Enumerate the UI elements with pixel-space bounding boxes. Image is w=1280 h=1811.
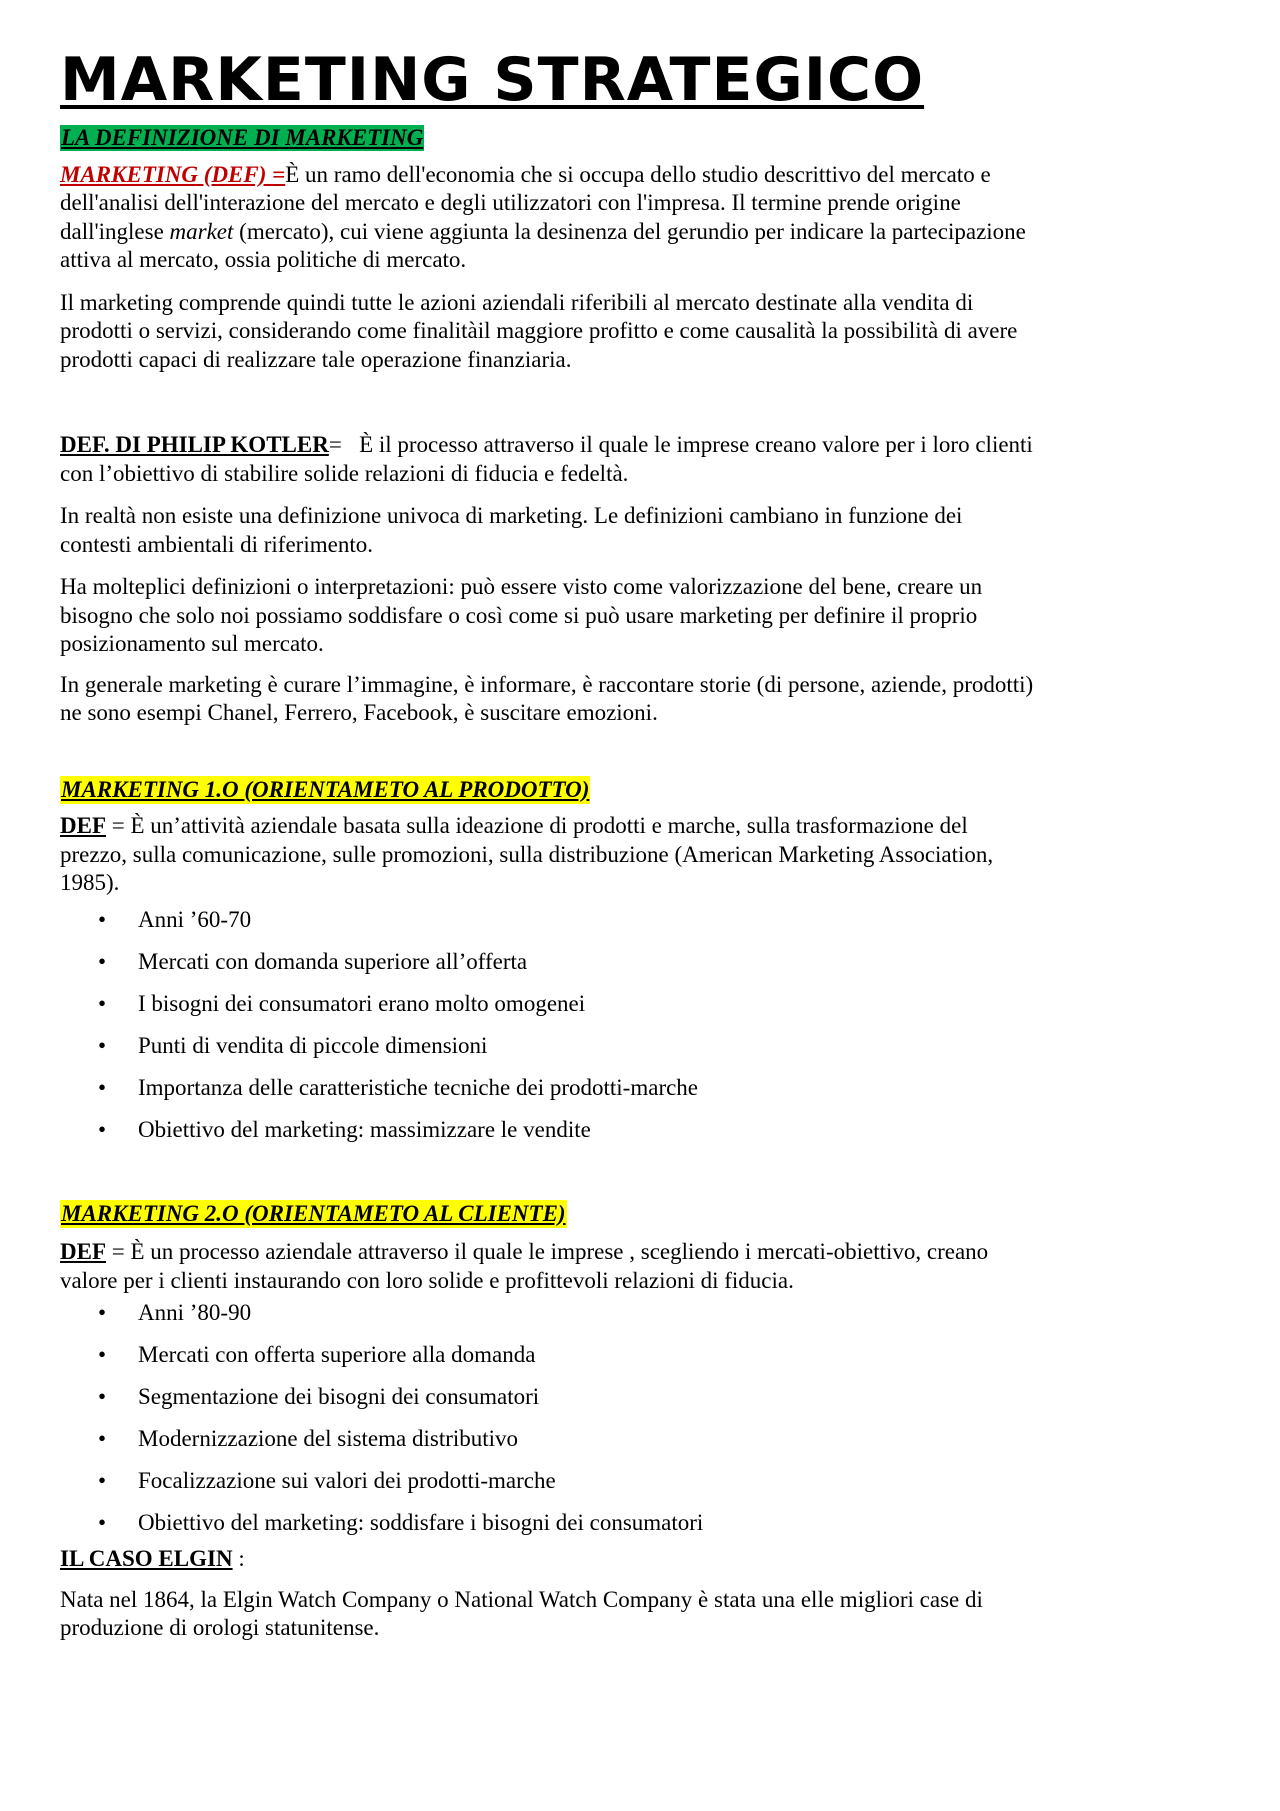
paragraph: Il marketing comprende quindi tutte le azioni aziendali riferibili al mercato destinate alla vendita di prodotti o servizi, considerando come finalitàil maggiore profitto e come causalità la possibilità di avere prodotti capaci di realizzare tale operazione finanziaria. (60, 289, 1018, 372)
elgin-paragraph: Nata nel 1864, la Elgin Watch Company o National Watch Company è stata una elle migliori case di produzione di orologi statunitense. (60, 1586, 983, 1640)
section-definizione (60, 124, 1180, 153)
list-item: • Anni ’60-70 (98, 906, 252, 932)
document-page (60, 44, 1180, 1643)
section-marketing-2 (60, 1200, 1180, 1229)
list-item: • Segmentazione dei bisogni dei consumatori (98, 1384, 540, 1409)
marketing-1-definition: DEF = È un’attività aziendale basata sulla ideazione di prodotti e marche, sulla trasformazione del prezzo, sulla comunicazione, sulle promozioni, sulla distribuzione (American Marketing Association, 1985). (60, 813, 994, 895)
list-item: • Mercati con domanda superiore all’offerta (98, 948, 528, 974)
marketing-2-list (60, 1299, 1180, 1537)
list-item: • I bisogni dei consumatori erano molto omogenei (98, 990, 586, 1016)
kotler-label: DEF. DI PHILIP KOTLER (60, 432, 329, 457)
list-item: • Anni ’80-90 (98, 1300, 252, 1325)
section-heading-definizione: LA DEFINIZIONE DI MARKETING (61, 125, 424, 150)
section-heading-marketing-1: MARKETING 1.O (ORIENTAMETO AL PRODOTTO) (61, 776, 590, 802)
list-item: • Focalizzazione sui valori dei prodotti-marche (98, 1468, 556, 1493)
italic-term: market (169, 218, 234, 244)
section-marketing-1 (60, 776, 1180, 805)
elgin-heading-line: IL CASO ELGIN : (60, 1546, 245, 1571)
list-item: • Mercati con offerta superiore alla domanda (98, 1342, 536, 1367)
page-title: MARKETING STRATEGICO (60, 45, 925, 115)
list-item: • Punti di vendita di piccole dimensioni (98, 1032, 488, 1058)
paragraph: In generale marketing è curare l’immagine, è informare, è raccontare storie (di persone, aziende, prodotti) ne sono esempi Chanel, Ferrero, Facebook, è suscitare emozioni. (60, 671, 1034, 725)
marketing-1-list (60, 906, 1180, 1144)
section-heading-elgin: IL CASO ELGIN (60, 1546, 233, 1571)
list-item: • Modernizzazione del sistema distributivo (98, 1426, 519, 1451)
paragraph: In realtà non esiste una definizione univoca di marketing. Le definizioni cambiano in funzione dei contesti ambientali di riferimento. (60, 503, 963, 557)
def-label: DEF (60, 813, 106, 838)
list-item: • Obiettivo del marketing: soddisfare i bisogni dei consumatori (98, 1510, 704, 1535)
marketing-2-definition: DEF = È un processo aziendale attraverso il quale le imprese , scegliendo i mercati-obiettivo, creano valore per i clienti instaurando con loro solide e profittevoli relazioni di fiducia. (60, 1239, 989, 1293)
def-label: DEF (60, 1239, 106, 1264)
list-item: • Obiettivo del marketing: massimizzare le vendite (98, 1116, 591, 1142)
paragraph: Ha molteplici definizioni o interpretazioni: può essere visto come valorizzazione del bene, creare un bisogno che solo noi possiamo soddisfare o così come si può usare marketing per definire il proprio posizionamento sul mercato. (60, 574, 983, 656)
list-item: • Importanza delle caratteristiche tecniche dei prodotti-marche (98, 1074, 699, 1100)
kotler-definition: DEF. DI PHILIP KOTLER= È il processo attraverso il quale le imprese creano valore per i loro clienti con l’obiettivo di stabilire solide relazioni di fiducia e fedeltà. (60, 432, 1033, 486)
section-heading-marketing-2: MARKETING 2.O (ORIENTAMETO AL CLIENTE) (61, 1200, 566, 1226)
marketing-definition: MARKETING (DEF) =È un ramo dell'economia che si occupa dello studio descrittivo del mercato e dell'analisi dell'interazione del mercato e degli utilizzatori con l'impresa. Il termine prende origine dall'inglese market (mercato), cui viene aggiunta la desinenza del gerundio per indicare la partecipazione attiva al mercato, ossia politiche di mercato. (60, 161, 1026, 272)
definition-label: MARKETING (DEF) = (60, 161, 286, 187)
